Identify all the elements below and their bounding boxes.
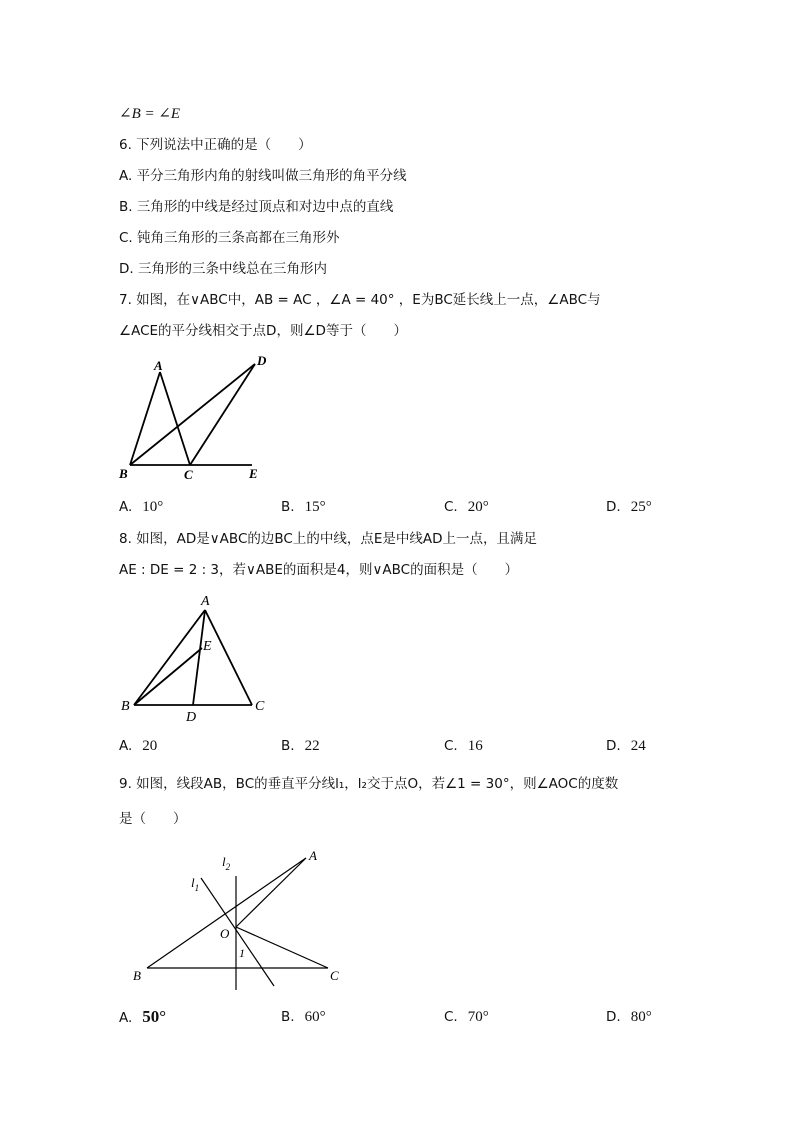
q9-option-d[interactable]: D. 80° xyxy=(606,1009,652,1025)
q8-stem-line2: AE : DE = 2 : 3，若∨ABE的面积是4，则∨ABC的面积是（ ） xyxy=(119,562,519,578)
q7-label-d: D xyxy=(257,353,267,368)
q9-label-o: O xyxy=(220,926,230,941)
q8-stem-line1: 8. 如图，AD是∨ABC的边BC上的中线，点E是中线AD上一点，且满足 xyxy=(119,531,537,547)
q7-label-e: E xyxy=(249,466,258,481)
q9-label-a: A xyxy=(309,848,317,863)
q6-option-b[interactable]: B. 三角形的中线是经过顶点和对边中点的直线 xyxy=(119,199,394,215)
q9-label-c: C xyxy=(330,968,339,983)
q9-option-c[interactable]: C. 70° xyxy=(444,1009,489,1025)
q6-option-a[interactable]: A. 平分三角形内角的射线叫做三角形的角平分线 xyxy=(119,168,407,184)
q9-option-a[interactable]: A. 50° xyxy=(119,1007,167,1026)
q7-stem-line1: 7. 如图，在∨ABC中，AB = AC ，∠A = 40° ，E为BC延长线上一点，∠ABC与 xyxy=(119,292,601,308)
q9-line-l1 xyxy=(201,878,274,986)
q9-line-oc xyxy=(236,927,328,968)
q6-option-d[interactable]: D. 三角形的三条中线总在三角形内 xyxy=(119,261,327,277)
q8-option-a[interactable]: A. 20 xyxy=(119,738,158,754)
q8-option-b[interactable]: B. 22 xyxy=(281,738,320,754)
q6-option-c[interactable]: C. 钝角三角形的三条高都在三角形外 xyxy=(119,230,340,246)
q7-option-a[interactable]: A. 10° xyxy=(119,499,164,515)
carryover-answer-line: ∠B = ∠E xyxy=(119,106,181,122)
q7-option-c[interactable]: C. 20° xyxy=(444,499,489,515)
q9-line-oa xyxy=(236,858,306,927)
q9-option-b[interactable]: B. 60° xyxy=(281,1009,326,1025)
q7-label-c: C xyxy=(184,467,193,482)
q8-label-c: C xyxy=(255,699,265,714)
q9-stem-line1: 9. 如图，线段AB，BC的垂直平分线l₁，l₂交于点O，若∠1 = 30°，则∠AOC的度数 xyxy=(119,776,619,792)
q8-label-d: D xyxy=(186,710,197,725)
q9-label-b: B xyxy=(133,968,141,983)
q7-stem-line2: ∠ACE的平分线相交于点D，则∠D等于（ ） xyxy=(119,323,407,339)
q7-option-b[interactable]: B. 15° xyxy=(281,499,326,515)
q8-option-c[interactable]: C. 16 xyxy=(444,738,483,754)
q8-label-e: E xyxy=(203,639,212,654)
q6-stem: 6. 下列说法中正确的是（ ） xyxy=(119,137,312,153)
q9-line-ba xyxy=(147,858,306,968)
q9-label-angle-1: 1 xyxy=(239,946,245,960)
q8-label-a: A xyxy=(201,594,210,609)
q8-label-b: B xyxy=(121,699,130,714)
q9-label-l2: $l_2$ xyxy=(222,854,231,872)
q8-option-d[interactable]: D. 24 xyxy=(606,738,646,754)
q7-label-a: A xyxy=(154,358,163,373)
q7-option-d[interactable]: D. 25° xyxy=(606,499,652,515)
q7-label-b: B xyxy=(119,466,128,481)
q9-stem-line2: 是（ ） xyxy=(119,811,187,827)
q9-label-l1: $l_1$ xyxy=(191,875,200,893)
